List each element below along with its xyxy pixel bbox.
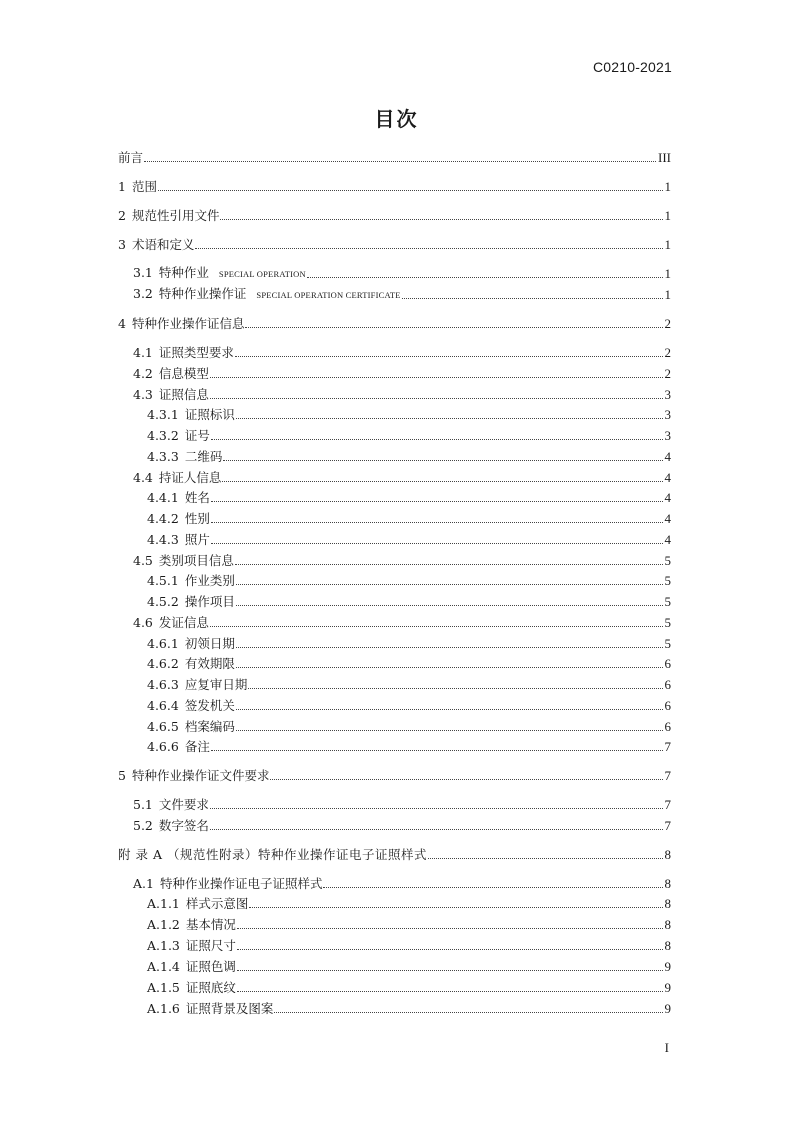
toc-entry-number: 4.5.1 bbox=[147, 573, 179, 588]
toc-page-number: 6 bbox=[664, 656, 671, 671]
dot-leader bbox=[210, 807, 663, 809]
toc-entry-label: 证照尺寸 bbox=[185, 938, 236, 953]
toc-page-number: 6 bbox=[664, 677, 671, 692]
dot-leader bbox=[307, 276, 663, 278]
toc-page-number: 1 bbox=[664, 179, 671, 194]
toc-page-number: 4 bbox=[664, 449, 671, 464]
toc-entry-4-6-1[interactable] bbox=[147, 631, 671, 651]
toc-page-number: III bbox=[658, 150, 671, 165]
toc-entry-label: 文件要求 bbox=[158, 797, 209, 812]
dot-leader bbox=[236, 583, 663, 585]
toc-entry-number: 4.4.1 bbox=[147, 490, 179, 505]
dot-leader bbox=[236, 666, 663, 668]
toc-page-number: 3 bbox=[664, 387, 671, 402]
dot-leader bbox=[428, 857, 663, 859]
toc-entry-number: 3.2 bbox=[133, 286, 153, 301]
toc-entry-2[interactable] bbox=[118, 203, 671, 223]
dot-leader bbox=[210, 828, 663, 830]
toc-page-number: 4 bbox=[664, 532, 671, 547]
toc-entry-label: 特种作业操作证 bbox=[158, 286, 247, 301]
dot-leader bbox=[211, 438, 663, 440]
toc-entry-number: 4.6.6 bbox=[147, 739, 179, 754]
dot-leader bbox=[237, 927, 663, 929]
toc-entry-number: A.1.2 bbox=[147, 917, 180, 932]
toc-entry-4-4[interactable] bbox=[133, 465, 671, 485]
toc-entry-number: 4.6.4 bbox=[147, 698, 179, 713]
toc-page-number: 4 bbox=[664, 470, 671, 485]
toc-entry-number: 2 bbox=[118, 208, 126, 223]
toc-entry-label: 操作项目 bbox=[184, 594, 235, 609]
dot-leader bbox=[223, 459, 662, 461]
toc-entry-label: 性别 bbox=[184, 511, 210, 526]
dot-leader bbox=[236, 604, 663, 606]
toc-page-number: 5 bbox=[664, 636, 671, 651]
page-title: 目次 bbox=[374, 107, 419, 131]
toc-entry-label: 证照标识 bbox=[184, 407, 235, 422]
toc-entry-4-6-4[interactable] bbox=[147, 693, 671, 713]
toc-entry-a-1-6[interactable] bbox=[147, 996, 671, 1016]
toc-entry-number: 4.5 bbox=[133, 553, 153, 568]
toc-entry-number: 4.6 bbox=[133, 615, 153, 630]
toc-page-number: 4 bbox=[664, 511, 671, 526]
toc-entry-number: 5.2 bbox=[133, 818, 153, 833]
toc-entry-label: 发证信息 bbox=[158, 615, 209, 630]
toc-entry-4-3-2[interactable] bbox=[147, 423, 671, 443]
toc-entry-4-6-5[interactable] bbox=[147, 714, 671, 734]
toc-entry-number: 4.3 bbox=[133, 387, 153, 402]
toc-page-number: 8 bbox=[664, 876, 671, 891]
dot-leader bbox=[158, 189, 663, 191]
toc-entry-label: 签发机关 bbox=[184, 698, 235, 713]
toc-entry-label: 照片 bbox=[184, 532, 210, 547]
toc-entry-label: 特种作业操作证信息 bbox=[131, 316, 245, 331]
toc-entry-label: 附 录 A （规范性附录）特种作业操作证电子证照样式 bbox=[118, 847, 427, 862]
toc-entry-5[interactable] bbox=[118, 763, 671, 783]
toc-page-number: 6 bbox=[664, 698, 671, 713]
toc-entry-label: 前言 bbox=[118, 150, 144, 165]
toc-page-number: 1 bbox=[664, 266, 671, 281]
toc-entry-appendix-a[interactable] bbox=[118, 842, 671, 862]
toc-entry-label: 持证人信息 bbox=[158, 470, 222, 485]
toc-page-number: 8 bbox=[664, 847, 671, 862]
toc-entry-4-3[interactable] bbox=[133, 382, 671, 402]
toc-entry-4-6[interactable] bbox=[133, 610, 671, 630]
toc-page-number: 4 bbox=[664, 490, 671, 505]
dot-leader bbox=[195, 247, 662, 249]
toc-entry-a-1-4[interactable] bbox=[147, 954, 671, 974]
toc-entry-number: 4.1 bbox=[133, 345, 153, 360]
toc-page-number: 1 bbox=[664, 208, 671, 223]
toc-entry-4-3-1[interactable] bbox=[147, 402, 671, 422]
toc-entry-4-5-2[interactable] bbox=[147, 589, 671, 609]
toc-entry-number: 4.6.2 bbox=[147, 656, 179, 671]
toc-entry-english: SPECIAL OPERATION CERTIFICATE bbox=[256, 290, 401, 300]
toc-entry-number: 5.1 bbox=[133, 797, 153, 812]
toc-entry-4-2[interactable] bbox=[133, 361, 671, 381]
toc-entry-1[interactable] bbox=[118, 174, 671, 194]
toc-entry-3-2[interactable] bbox=[133, 282, 671, 302]
toc-entry-number: 4.4.2 bbox=[147, 511, 179, 526]
toc-page-number: 5 bbox=[664, 573, 671, 588]
dot-leader bbox=[210, 376, 663, 378]
toc-page-number: 2 bbox=[664, 366, 671, 381]
toc-entry-label: 证照背景及图案 bbox=[185, 1001, 274, 1016]
toc-entry-label: 特种作业 bbox=[158, 265, 209, 280]
toc-entry-number: A.1 bbox=[133, 876, 154, 891]
toc-page-number: 8 bbox=[664, 917, 671, 932]
toc-page-number: 5 bbox=[664, 594, 671, 609]
dot-leader bbox=[237, 990, 663, 992]
document-code: C0210-2021 bbox=[592, 59, 672, 75]
toc-entry-a-1-2[interactable] bbox=[147, 912, 671, 932]
toc-entry-4-6-3[interactable] bbox=[147, 672, 671, 692]
dot-leader bbox=[236, 646, 663, 648]
dot-leader bbox=[210, 625, 663, 627]
dot-leader bbox=[211, 500, 663, 502]
toc-entry-5-1[interactable] bbox=[133, 792, 671, 812]
toc-entry-4-6-6[interactable] bbox=[147, 734, 671, 754]
toc-entry-4-5[interactable] bbox=[133, 548, 671, 568]
toc-page-number: 7 bbox=[664, 818, 671, 833]
toc-entry-label: 范围 bbox=[131, 179, 157, 194]
toc-page-number: 8 bbox=[664, 938, 671, 953]
toc-entry-number: A.1.5 bbox=[147, 980, 180, 995]
toc-entry-4-4-2[interactable] bbox=[147, 506, 671, 526]
toc-entry-label: 信息模型 bbox=[158, 366, 209, 381]
dot-leader bbox=[210, 397, 663, 399]
dot-leader bbox=[235, 563, 663, 565]
toc-page-number: 7 bbox=[664, 797, 671, 812]
dot-leader bbox=[270, 778, 662, 780]
dot-leader bbox=[211, 749, 663, 751]
dot-leader bbox=[248, 687, 662, 689]
toc-entry-label: 类别项目信息 bbox=[158, 553, 234, 568]
toc-page-number: 6 bbox=[664, 719, 671, 734]
dot-leader bbox=[274, 1011, 662, 1013]
toc-entry-5-2[interactable] bbox=[133, 813, 671, 833]
toc-entry-number: 4 bbox=[118, 316, 126, 331]
toc-entry-label: 基本情况 bbox=[185, 917, 236, 932]
toc-entry-3[interactable] bbox=[118, 232, 671, 252]
toc-entry-number: A.1.4 bbox=[147, 959, 180, 974]
toc-entry-label: 数字签名 bbox=[158, 818, 209, 833]
toc-entry-number: 4.3.2 bbox=[147, 428, 179, 443]
toc-entry-number: 4.3.3 bbox=[147, 449, 179, 464]
toc-entry-label: 档案编码 bbox=[184, 719, 235, 734]
toc-entry-4-3-3[interactable] bbox=[147, 444, 671, 464]
toc-entry-a-1-5[interactable] bbox=[147, 975, 671, 995]
toc-page-number: 3 bbox=[664, 428, 671, 443]
toc-entry-foreword[interactable] bbox=[118, 145, 671, 165]
toc-entry-number: 5 bbox=[118, 768, 126, 783]
toc-entry-number: 4.6.5 bbox=[147, 719, 179, 734]
toc-page-number: 3 bbox=[664, 407, 671, 422]
dot-leader bbox=[220, 218, 662, 220]
toc-entry-a-1-3[interactable] bbox=[147, 933, 671, 953]
toc-entry-label: 备注 bbox=[184, 739, 210, 754]
dot-leader bbox=[235, 355, 663, 357]
toc-entry-4[interactable] bbox=[118, 311, 671, 331]
page-number: I bbox=[664, 1040, 669, 1055]
toc-entry-number: 1 bbox=[118, 179, 126, 194]
toc-page-number: 7 bbox=[664, 739, 671, 754]
toc-entry-number: 3 bbox=[118, 237, 126, 252]
toc-page-number: 1 bbox=[664, 237, 671, 252]
toc-entry-label: 证照信息 bbox=[158, 387, 209, 402]
toc-entry-number: 4.5.2 bbox=[147, 594, 179, 609]
toc-entry-label: 证照底纹 bbox=[185, 980, 236, 995]
toc-entry-number: A.1.3 bbox=[147, 938, 180, 953]
toc-entry-number: 3.1 bbox=[133, 265, 153, 280]
toc-page-number: 1 bbox=[664, 287, 671, 302]
toc-entry-number: A.1.6 bbox=[147, 1001, 180, 1016]
toc-entry-a-1[interactable] bbox=[133, 871, 671, 891]
toc-entry-4-1[interactable] bbox=[133, 340, 671, 360]
toc-entry-label: 术语和定义 bbox=[131, 237, 195, 252]
dot-leader bbox=[211, 542, 663, 544]
toc-entry-a-1-1[interactable] bbox=[147, 891, 671, 911]
toc-page-number: 9 bbox=[664, 980, 671, 995]
toc-page-number: 7 bbox=[664, 768, 671, 783]
toc-page-number: 2 bbox=[664, 345, 671, 360]
toc-entry-number: 4.6.3 bbox=[147, 677, 179, 692]
dot-leader bbox=[236, 708, 663, 710]
toc-entry-label: 样式示意图 bbox=[185, 896, 249, 911]
toc-entry-label: 规范性引用文件 bbox=[131, 208, 220, 223]
toc-entry-label: 作业类别 bbox=[184, 573, 235, 588]
dot-leader bbox=[249, 906, 662, 908]
toc-entry-3-1[interactable] bbox=[133, 261, 671, 281]
toc-entry-4-6-2[interactable] bbox=[147, 651, 671, 671]
toc-entry-4-4-3[interactable] bbox=[147, 527, 671, 547]
toc-page-number: 5 bbox=[664, 615, 671, 630]
toc-entry-label: 二维码 bbox=[184, 449, 223, 464]
toc-entry-number: 4.4.3 bbox=[147, 532, 179, 547]
toc-page-number: 5 bbox=[664, 553, 671, 568]
toc-entry-number: A.1.1 bbox=[147, 896, 180, 911]
dot-leader bbox=[144, 160, 656, 162]
dot-leader bbox=[236, 729, 663, 731]
toc-entry-label: 证号 bbox=[184, 428, 210, 443]
dot-leader bbox=[323, 886, 662, 888]
dot-leader bbox=[211, 521, 663, 523]
dot-leader bbox=[245, 326, 662, 328]
toc-page-number: 8 bbox=[664, 896, 671, 911]
toc-entry-label: 特种作业操作证电子证照样式 bbox=[159, 876, 323, 891]
toc-entry-number: 4.2 bbox=[133, 366, 153, 381]
toc-page-number: 2 bbox=[664, 316, 671, 331]
toc-entry-4-4-1[interactable] bbox=[147, 485, 671, 505]
toc-entry-4-5-1[interactable] bbox=[147, 568, 671, 588]
toc-page-number: 9 bbox=[664, 959, 671, 974]
toc-entry-label: 证照色调 bbox=[185, 959, 236, 974]
toc-entry-label: 初领日期 bbox=[184, 636, 235, 651]
dot-leader bbox=[236, 417, 663, 419]
toc-entry-number: 4.6.1 bbox=[147, 636, 179, 651]
toc-entry-label: 姓名 bbox=[184, 490, 210, 505]
toc-entry-label: 应复审日期 bbox=[184, 677, 248, 692]
toc-page-number: 9 bbox=[664, 1001, 671, 1016]
toc-entry-label: 特种作业操作证文件要求 bbox=[131, 768, 270, 783]
toc-entry-number: 4.3.1 bbox=[147, 407, 179, 422]
dot-leader bbox=[402, 297, 663, 299]
dot-leader bbox=[222, 480, 662, 482]
toc-entry-label: 有效期限 bbox=[184, 656, 235, 671]
toc-entry-label: 证照类型要求 bbox=[158, 345, 234, 360]
toc-entry-english: SPECIAL OPERATION bbox=[218, 269, 306, 279]
dot-leader bbox=[237, 948, 663, 950]
dot-leader bbox=[237, 969, 663, 971]
toc-entry-number: 4.4 bbox=[133, 470, 153, 485]
